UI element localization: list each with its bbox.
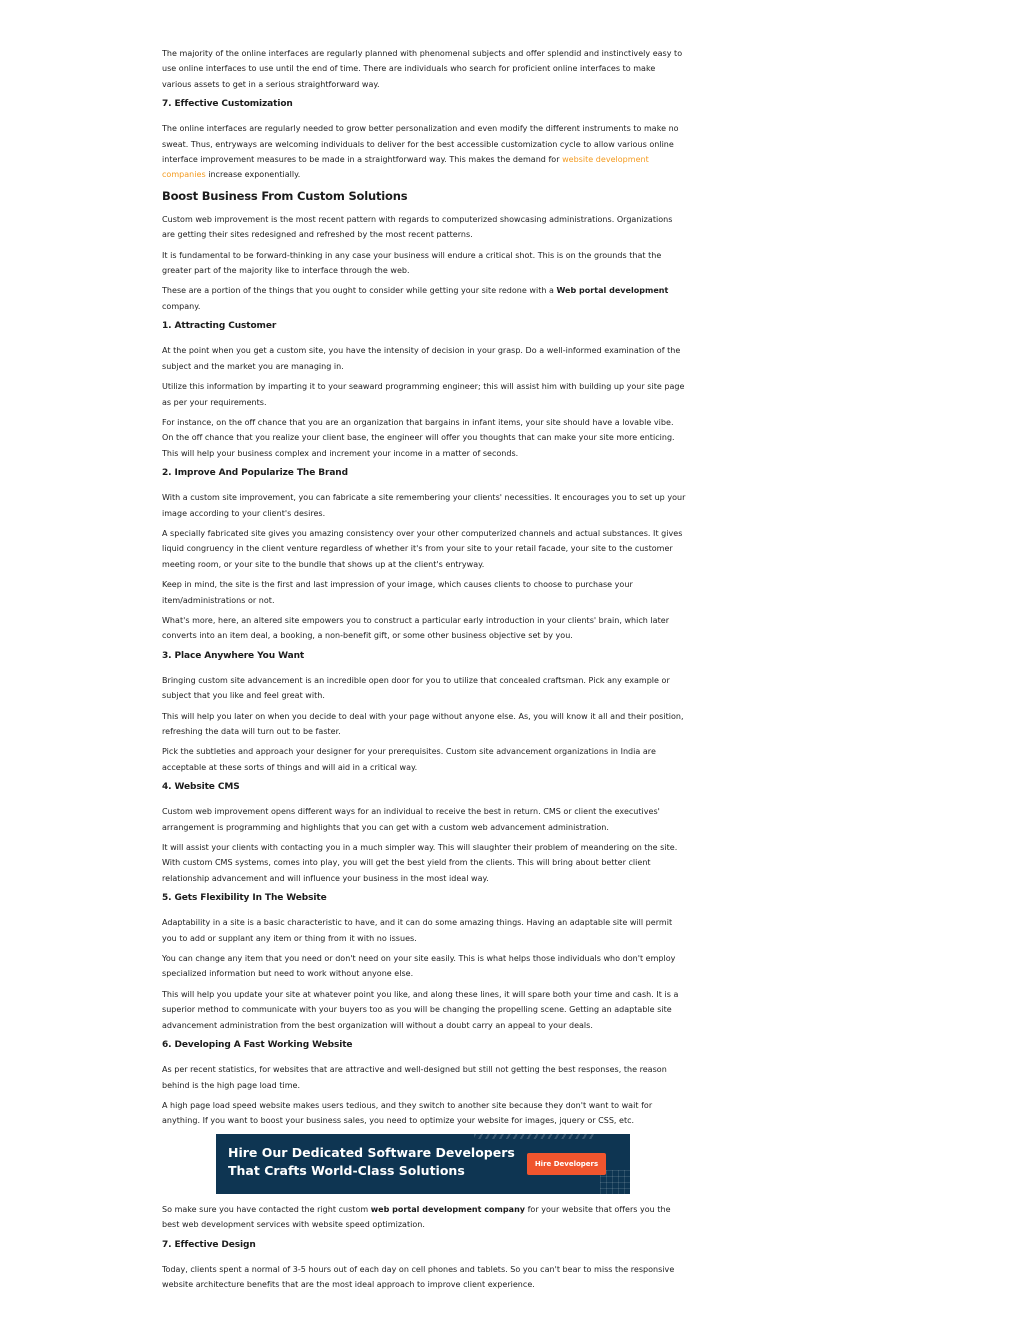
brand-paragraph-2: A specially fabricated site gives you amazing consistency over your other computerized channels and actual substances. It gives liquid congruency in the client venture regardless of whether it's from your site to your retail facade, your site to the customer meeting room, or your site to the bundle that shows up at the client's entryway.: [162, 528, 683, 569]
heading-fast-website: 6. Developing A Fast Working Website: [162, 1040, 353, 1051]
article-body: [162, 46, 687, 1297]
flexibility-paragraph-3: This will help you update your site at whatever point you like, and along these lines, it will spare both your time and cash. It is a superior method to communicate with your buyers too as you will be changing the propelling scene. Getting an adaptable site advancement administration from the best organization will without a doubt carry an appeal to your deals.: [162, 989, 679, 1030]
intro-paragraph: The majority of the online interfaces are regularly planned with phenomenal subjects and offer splendid and instinctively easy to use online interfaces to use until the end of time. There are individuals who search for proficient online interfaces to make various assets to get in a serious straightforward way.: [162, 49, 683, 89]
after-banner-text-2: for your website that offers you the best web development services with website speed optimization.: [162, 1204, 671, 1230]
customization-text-2: increase exponentially.: [205, 170, 301, 180]
banner-stripes-decoration: [474, 1134, 594, 1139]
flexibility-paragraph-2: You can change any item that you need or don't need on your site easily. This is what helps those individuals who don't employ specialized information but need to work without anyone else.: [162, 954, 676, 979]
heading-place-anywhere: 3. Place Anywhere You Want: [162, 650, 305, 661]
cms-paragraph-1: Custom web improvement opens different ways for an individual to receive the best in return. CMS or client the executives' arrangement is programming and highlights that you can get with a custom web advancement administration.: [162, 807, 660, 832]
boost-paragraph-1: Custom web improvement is the most recent pattern with regards to computerized showcasing administrations. Organizations are getting their sites redesigned and refreshed by the most recent patterns.: [162, 214, 673, 240]
heading-attracting-customer: 1. Attracting Customer: [162, 321, 277, 332]
boost-paragraph-2: It is fundamental to be forward-thinking in any case your business will endure a critical shot. This is on the grounds that the greater part of the majority like to interface through the web.: [162, 250, 662, 276]
design-paragraph-1: Today, clients spent a normal of 3-5 hours out of each day on cell phones and tablets. So you can't bear to miss the responsive website architecture benefits that are the most ideal approach to improve client experience.: [162, 1264, 675, 1289]
heading-effective-customization: 7. Effective Customization: [162, 99, 293, 110]
web-portal-development-company-bold: web portal development company: [370, 1204, 526, 1214]
web-portal-development-bold: Web portal development: [556, 286, 669, 296]
hire-developers-banner[interactable]: [216, 1134, 630, 1194]
brand-paragraph-4: What's more, here, an altered site empowers you to construct a particular early introduction in your clients' brain, which later converts into an item deal, a booking, a non-benefit gift, or some other business objective set by you.: [162, 615, 670, 641]
website-development-companies-link[interactable]: website development companies: [162, 155, 649, 180]
hire-developers-button[interactable]: Hire Developers: [527, 1153, 606, 1175]
place-paragraph-2: This will help you later on when you decide to deal with your page without anyone else. As, you will know it all and their position, refreshing the data will turn out to be faster.: [162, 711, 684, 736]
heading-effective-design: 7. Effective Design: [162, 1239, 256, 1250]
place-paragraph-1: Bringing custom site advancement is an incredible open door for you to utilize that concealed craftsman. Pick any example or subject that you like and feel great with.: [162, 675, 670, 701]
heading-boost-business: Boost Business From Custom Solutions: [162, 188, 408, 203]
brand-paragraph-1: With a custom site improvement, you can fabricate a site remembering your clients' necessities. It encourages you to set up your image according to your client's desires.: [162, 493, 686, 518]
banner-headline-line-1: Hire Our Dedicated Software Developers: [228, 1144, 515, 1160]
heading-flexibility: 5. Gets Flexibility In The Website: [162, 893, 327, 904]
boost-text-2: company.: [162, 301, 201, 311]
attracting-paragraph-3: For instance, on the off chance that you are an organization that bargains in infant items, your site should have a lovable vibe. On the off chance that you realize your client base, the engineer will offer you thoughts that can make your site more enticing. This will help your business complex and increment your income in a matter of seconds.: [162, 417, 675, 458]
heading-improve-brand: 2. Improve And Popularize The Brand: [162, 468, 348, 479]
cms-paragraph-2: It will assist your clients with contacting you in a much simpler way. This will slaughter their problem of meandering on the site. With custom CMS systems, comes into play, you will get the best yield from the clients. This will bring about better client relationship advancement and will influence your business in the most ideal way.: [162, 843, 678, 883]
customization-text-1: The online interfaces are regularly needed to grow better personalization and even modify the different instruments to make no sweat. Thus, entryways are welcoming individuals to deliver for the best accessible customization cycle to allow various online interface improvement measures to be made in a straightforward way. This makes the demand for: [162, 124, 679, 165]
banner-headline-line-2: That Crafts World-Class Solutions: [228, 1162, 465, 1178]
after-banner-paragraph: [162, 1202, 687, 1233]
flexibility-paragraph-1: Adaptability in a site is a basic characteristic to have, and it can do some amazing things. Having an adaptable site will permit you to add or supplant any item or thing from it with no issues.: [162, 918, 673, 943]
after-banner-text-1: So make sure you have contacted the right custom: [162, 1204, 371, 1214]
fast-paragraph-1: As per recent statistics, for websites that are attractive and well-designed but still not getting the best responses, the reason behind is the high page load time.: [162, 1065, 667, 1090]
attracting-paragraph-1: At the point when you get a custom site, you have the intensity of decision in your grasp. Do a well-informed examination of the subject and the market you are managing in.: [162, 346, 681, 371]
boost-paragraph-3: [162, 283, 687, 314]
heading-website-cms: 4. Website CMS: [162, 782, 240, 793]
place-paragraph-3: Pick the subtleties and approach your designer for your prerequisites. Custom site advancement organizations in India are acceptable at these sorts of things and will aid in a critical way.: [162, 747, 656, 772]
banner-headline: [228, 1144, 528, 1180]
customization-paragraph: [162, 121, 687, 183]
boost-text-1: These are a portion of the things that you ought to consider while getting your site redone with a: [162, 286, 557, 296]
attracting-paragraph-2: Utilize this information by imparting it to your seaward programming engineer; this will assist him with building up your site page as per your requirements.: [162, 382, 685, 407]
fast-paragraph-2: A high page load speed website makes users tedious, and they switch to another site because they don't want to wait for anything. If you want to boost your business sales, you need to optimize your website for images, jquery or CSS, etc.: [162, 1100, 653, 1126]
brand-paragraph-3: Keep in mind, the site is the first and last impression of your image, which causes clients to choose to purchase your item/administrations or not.: [162, 580, 633, 605]
